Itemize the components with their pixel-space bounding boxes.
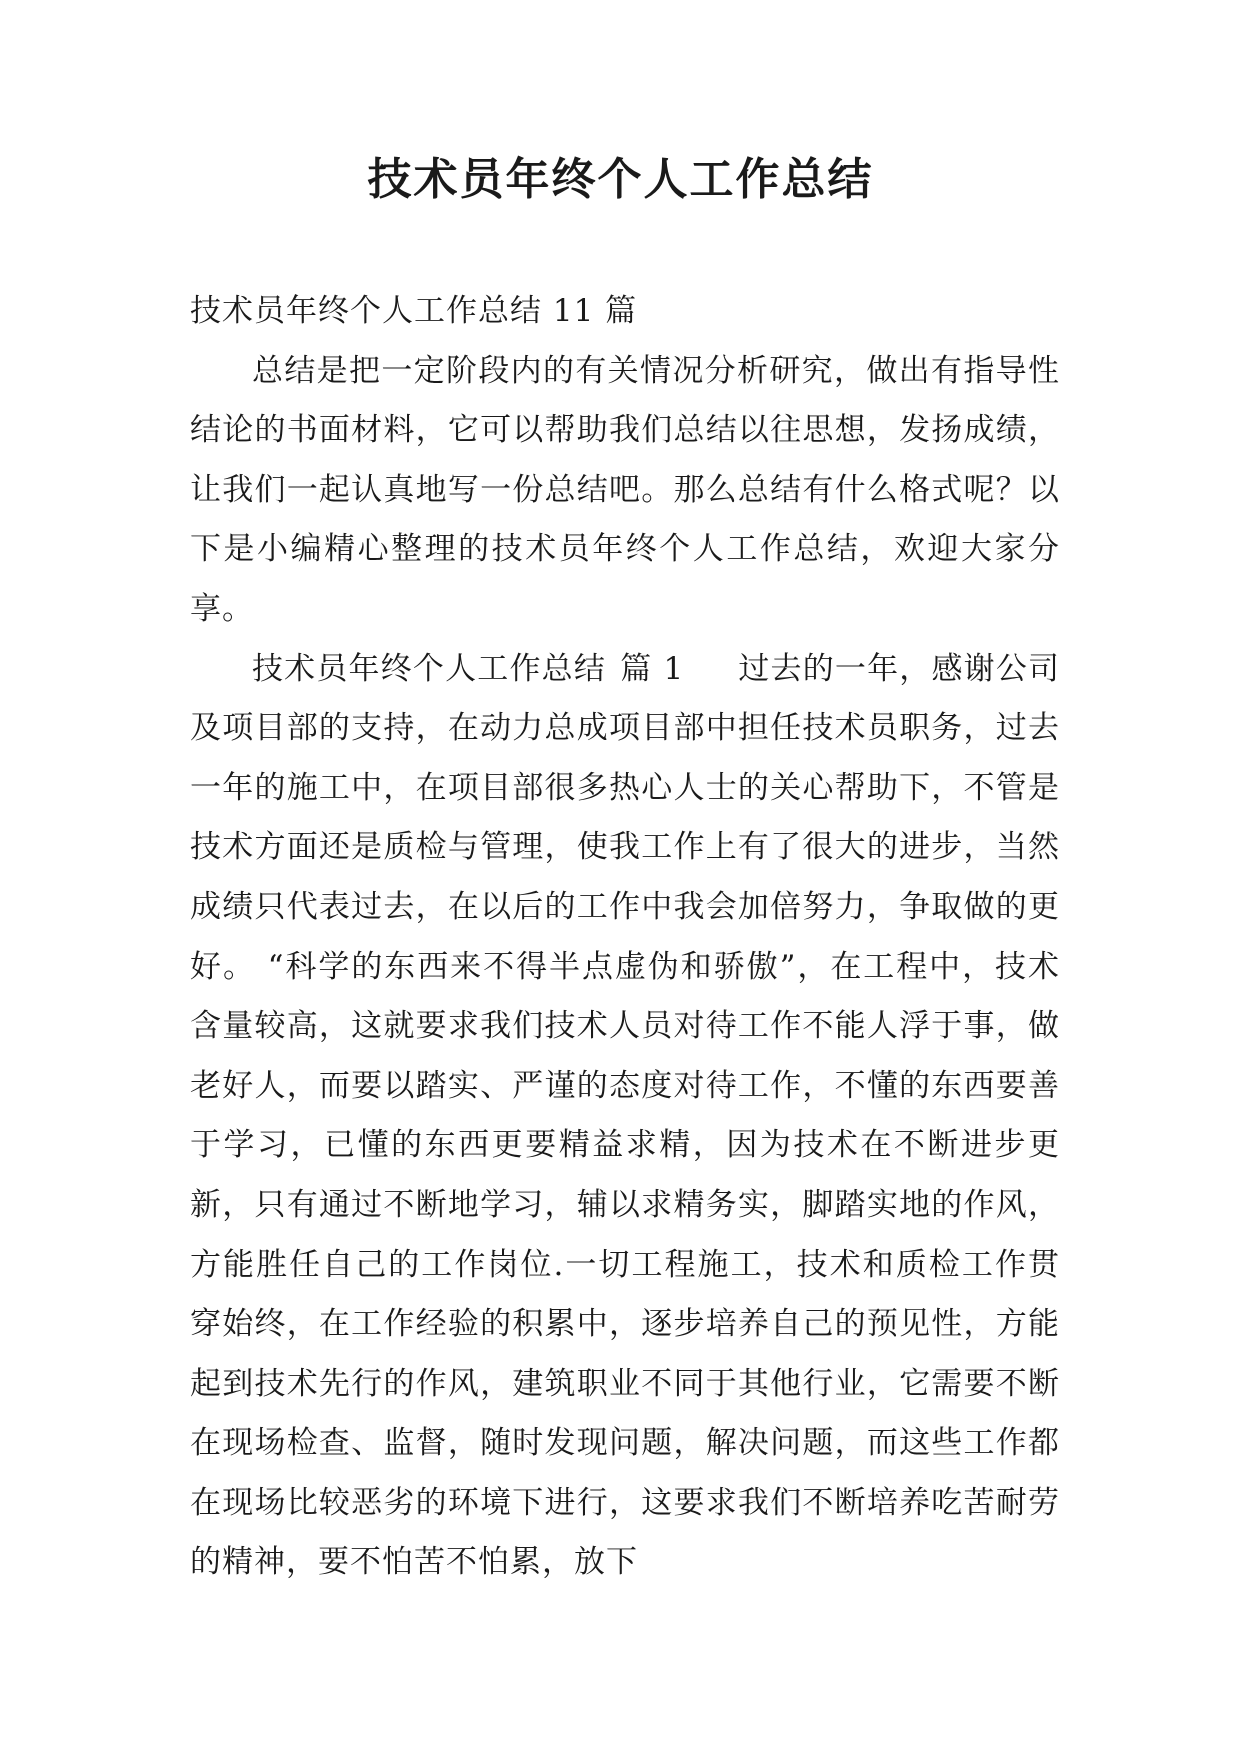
document-body (190, 282, 1060, 1593)
document-subtitle: 技术员年终个人工作总结 11 篇 (190, 293, 638, 329)
section-1-paragraph (190, 640, 1060, 1594)
section-1-heading: 技术员年终个人工作总结 (252, 650, 607, 687)
section-1-body: 过去的一年，感谢公司及项目部的支持，在动力总成项目部中担任技术员职务，过去一年的施工中，在项目部很多热心人士的关心帮助下，不管是技术方面还是质检与管理，使我工作上有了很大的进步，当然成绩只代表过去，在以后的工作中我会加倍努力，争取做的更好。 “科学的东西来不得半点虚伪和骄傲”，在工程中，技术含量较高，这就要求我们技术人员对待工作不能人浮于事，做老好人，而要以踏实、严谨的态度对待工作，不懂的东西要善于学习，已懂的东西更要精益求精，因为技术在不断进步更新，只有通过不断地学习，辅以求精务实，脚踏实地的作风，方能胜任自己的工作岗位.一切工程施工，技术和质检工作贯穿始终，在工作经验的积累中，逐步培养自己的预见性，方能起到技术先行的作风，建筑职业不同于其他行业，它需要不断在现场检查、监督，随时发现问题，解决问题，而这些工作都在现场比较恶劣的环境下进行，这要求我们不断培养吃苦耐劳的精神，要不怕苦不怕累，放下 (190, 650, 1061, 1581)
section-1-label: 篇 1 (620, 650, 685, 687)
intro-paragraph: 总结是把一定阶段内的有关情况分析研究，做出有指导性结论的书面材料，它可以帮助我们总结以往思想，发扬成绩，让我们一起认真地写一份总结吧。那么总结有什么格式呢？以下是小编精心整理的技术员年终个人工作总结，欢迎大家分享。 (190, 352, 1060, 627)
document-title: 技术员年终个人工作总结 (367, 154, 874, 205)
